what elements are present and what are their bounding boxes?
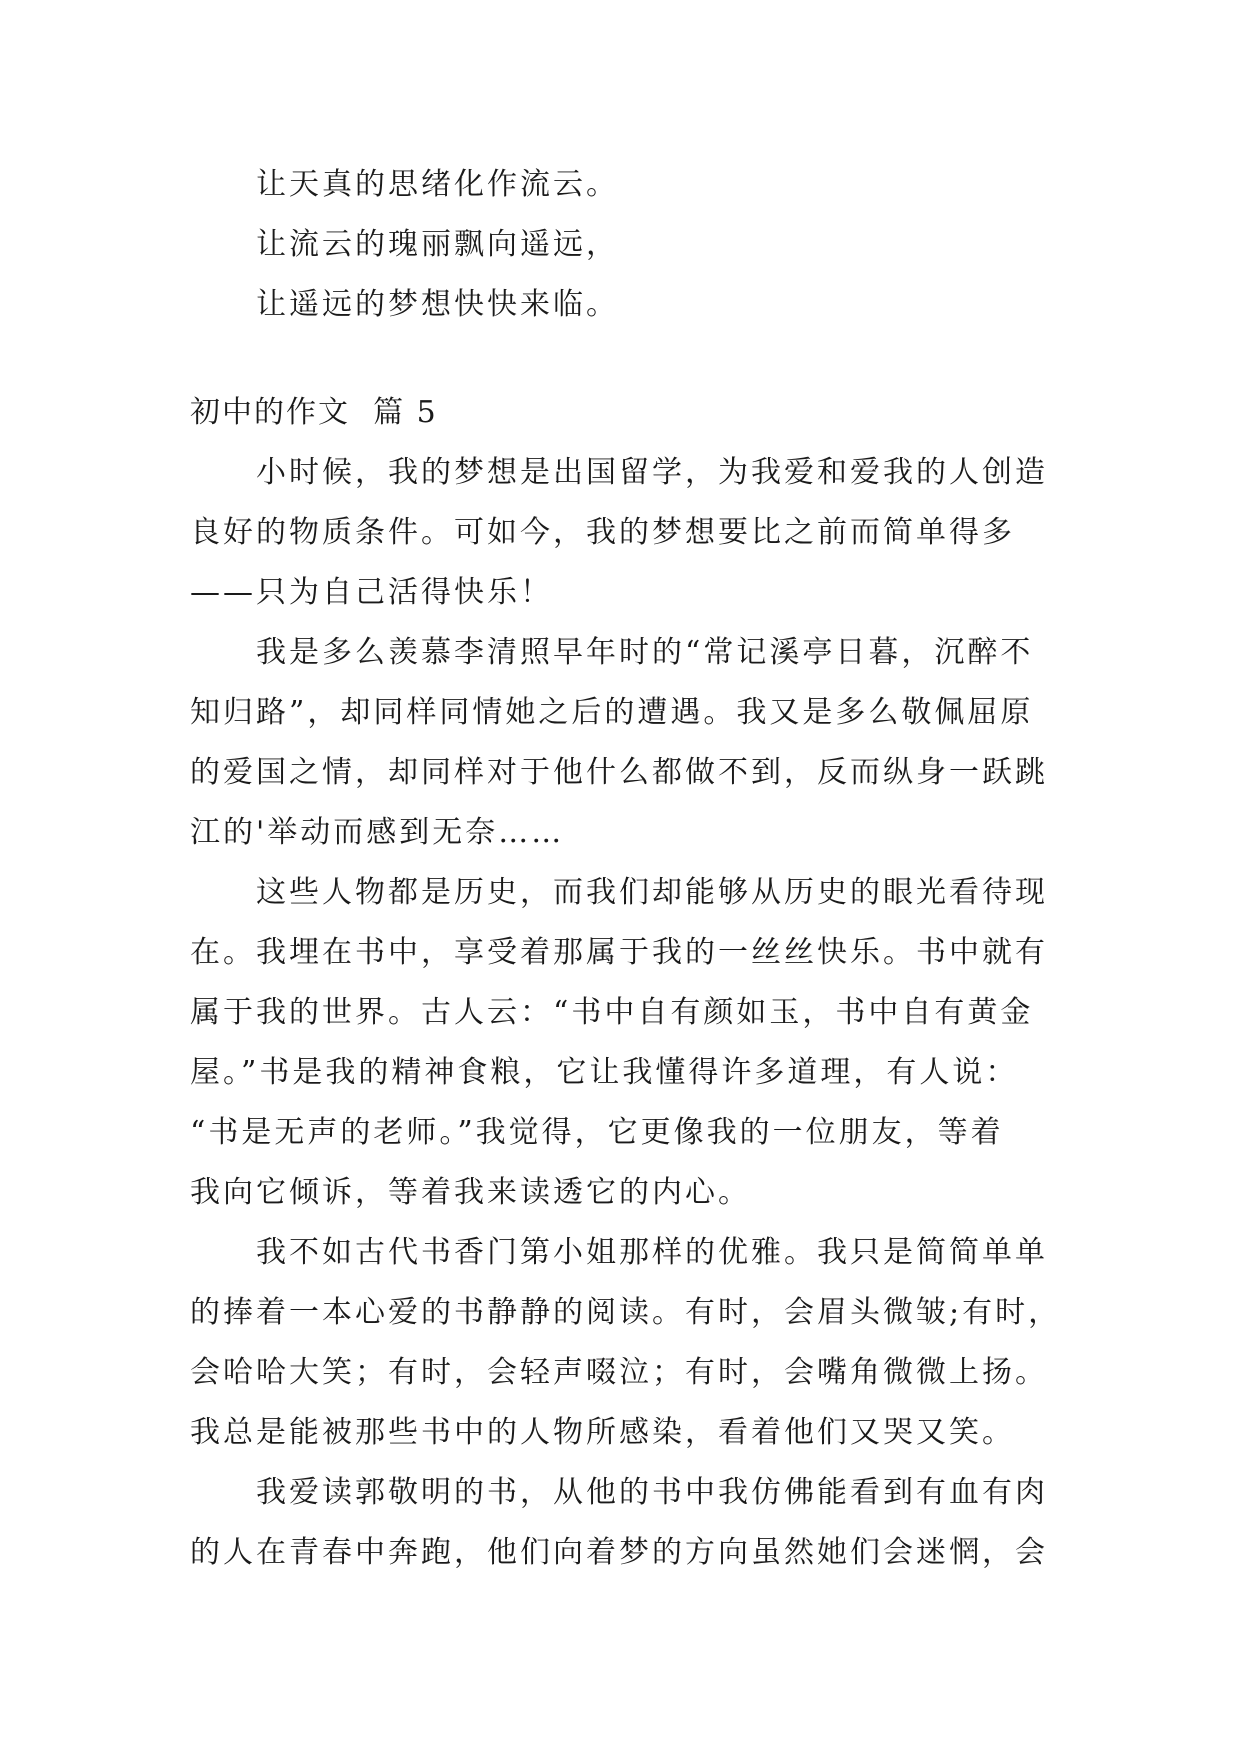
paragraph-line: “书是无声的老师。”我觉得，它更像我的一位朋友，等着 xyxy=(190,1115,1004,1150)
paragraph-line: 我是多么羡慕李清照早年时的“常记溪亭日暮，沉醉不 xyxy=(256,635,1034,670)
paragraph-line: 在。我埋在书中，享受着那属于我的一丝丝快乐。书中就有 xyxy=(190,935,1048,970)
paragraph-line: 我爱读郭敬明的书，从他的书中我仿佛能看到有血有肉 xyxy=(256,1475,1048,1510)
document-page xyxy=(190,155,1060,1583)
paragraph-line: 江的'举动而感到无奈…… xyxy=(190,815,565,850)
paragraph-line: 良好的物质条件。可如今，我的梦想要比之前而简单得多 xyxy=(190,515,1015,550)
paragraph xyxy=(190,443,1060,623)
paragraph-line: ——只为自己活得快乐！ xyxy=(190,575,553,610)
paragraph-line: 这些人物都是历史，而我们却能够从历史的眼光看待现 xyxy=(256,875,1048,910)
poem-line: 让天真的思绪化作流云。 xyxy=(256,167,619,202)
poem-line: 让流云的瑰丽飘向遥远， xyxy=(256,227,619,262)
paragraph-line: 的爱国之情，却同样对于他什么都做不到，反而纵身一跃跳 xyxy=(190,755,1048,790)
paragraph-line: 小时候，我的梦想是出国留学，为我爱和爱我的人创造 xyxy=(256,455,1048,490)
section-heading: 初中的作文 篇 5 xyxy=(190,395,438,430)
poem-line: 让遥远的梦想快快来临。 xyxy=(256,287,619,322)
paragraph-line: 屋。”书是我的精神食粮，它让我懂得许多道理，有人说： xyxy=(190,1055,1019,1090)
paragraph xyxy=(190,623,1060,863)
paragraph xyxy=(190,1223,1060,1463)
paragraph-line: 我不如古代书香门第小姐那样的优雅。我只是简简单单 xyxy=(256,1235,1048,1270)
paragraph-line: 的人在青春中奔跑，他们向着梦的方向虽然她们会迷惘，会 xyxy=(190,1535,1048,1570)
paragraph-line: 我总是能被那些书中的人物所感染，看着他们又哭又笑。 xyxy=(190,1415,1015,1450)
paragraph xyxy=(190,1463,1060,1583)
poem-block xyxy=(190,155,1060,335)
paragraph xyxy=(190,863,1060,1223)
paragraph-line: 我向它倾诉，等着我来读透它的内心。 xyxy=(190,1175,751,1210)
paragraph-line: 会哈哈大笑；有时，会轻声啜泣；有时，会嘴角微微上扬。 xyxy=(190,1355,1048,1390)
paragraph-line: 的捧着一本心爱的书静静的阅读。有时，会眉头微皱;有时， xyxy=(190,1295,1062,1330)
paragraph-line: 属于我的世界。古人云：“书中自有颜如玉，书中自有黄金 xyxy=(190,995,1034,1030)
paragraph-line: 知归路”，却同样同情她之后的遭遇。我又是多么敬佩屈原 xyxy=(190,695,1034,730)
